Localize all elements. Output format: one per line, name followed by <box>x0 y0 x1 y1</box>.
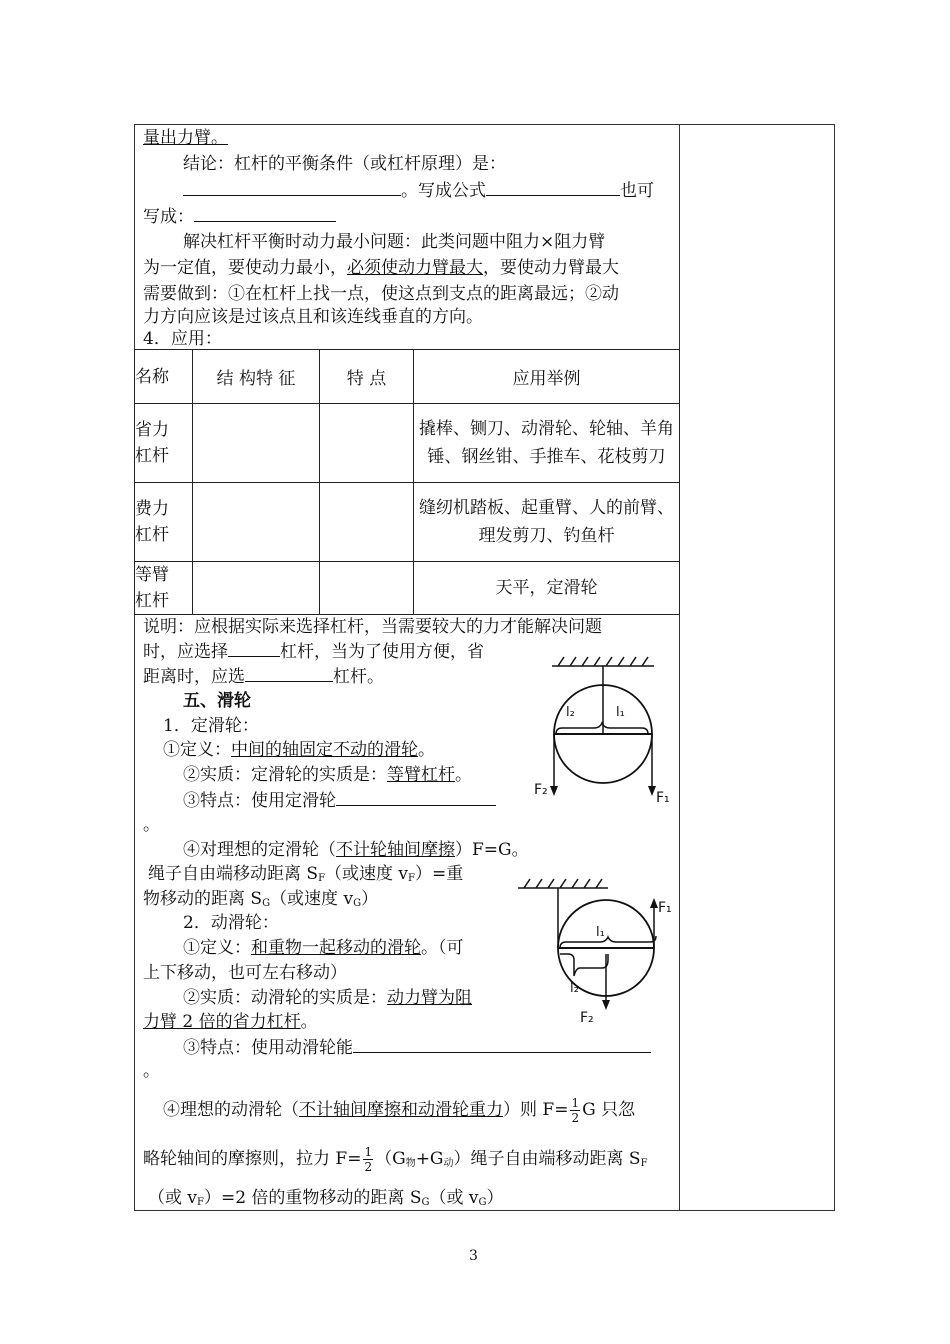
label-F1: F₁ <box>658 900 672 916</box>
section-title: 五、滑轮 <box>183 691 251 711</box>
blank-field <box>228 640 280 657</box>
table-header-cell: 特 点 <box>320 350 414 404</box>
text-line: ④对理想的定滑轮（不计轮轴间摩擦）F=G。 <box>183 840 529 860</box>
text-line: ①定义：中间的轴固定不动的滑轮。 <box>163 740 435 760</box>
label-F2: F₂ <box>534 782 548 798</box>
conclusion-line: 结论：杠杆的平衡条件（或杠杆原理）是： <box>183 154 506 174</box>
text-line: ③特点：使用定滑轮 <box>183 789 496 812</box>
text-line: 。 <box>143 1061 160 1081</box>
subsection-title: 1．定滑轮： <box>163 716 259 736</box>
label-l2: l₂ <box>570 981 579 996</box>
table-row <box>135 404 680 483</box>
text-line: ①定义：和重物一起移动的滑轮。（可 <box>183 938 464 958</box>
fraction: $\frac{1}{2}$ <box>364 1145 373 1174</box>
note-line: 说明：应根据实际来选择杠杆，当需要较大的力才能解决问题 <box>143 617 602 637</box>
text-line: 量出力臂。 <box>143 128 228 148</box>
label-l1: l₁ <box>596 925 605 940</box>
table-cell <box>320 483 414 562</box>
text-line: ③特点：使用动滑轮能 <box>183 1036 651 1059</box>
text-line: 力臂 2 倍的省力杠杆。 <box>143 1012 318 1032</box>
text-line: 上下移动，也可左右移动） <box>143 963 347 983</box>
formula-line: ④理想的动滑轮（不计轴间摩擦和动滑轮重力）则 F= $\frac{1}{2}$ G 只忽 <box>163 1096 636 1125</box>
fixed-pulley-diagram <box>530 652 680 808</box>
text-line: ②实质：动滑轮的实质是：动力臂为阻 <box>183 988 472 1008</box>
table-cell-example: 天平，定滑轮 <box>414 562 680 615</box>
table-header-cell: 名称 <box>135 350 193 404</box>
table-header-row <box>135 350 680 404</box>
table-row <box>135 483 680 562</box>
table-cell-name: 费力 杠杆 <box>135 483 193 562</box>
text-line: ②实质：定滑轮的实质是：等臂杠杆。 <box>183 765 472 785</box>
label-l2: l₂ <box>566 705 575 720</box>
page-number: 3 <box>469 1248 478 1264</box>
blank-field <box>245 665 333 682</box>
text-line: 需要做到：①在杠杆上找一点，使这点到支点的距离最远；②动 <box>143 284 619 304</box>
blank-field <box>486 179 620 196</box>
table-cell <box>193 483 320 562</box>
formula-line: 。写成公式 也可 <box>183 179 654 202</box>
table-row <box>135 562 680 615</box>
table-cell-example: 撬棒、铡刀、动滑轮、轮轴、羊角 锤、钢丝钳、手推车、花枝剪刀 <box>414 404 680 483</box>
blank-field <box>353 1036 651 1053</box>
table-cell <box>320 404 414 483</box>
table-cell-example: 缝纫机踏板、起重臂、人的前臂、 理发剪刀、钓鱼杆 <box>414 483 680 562</box>
subsection-title: 2．动滑轮： <box>183 913 279 933</box>
note-line: 时，应选择 杠杆，当为了使用方便，省 <box>143 642 484 662</box>
movable-pulley-diagram <box>504 874 680 1024</box>
table-cell-name: 等臂 杠杆 <box>135 562 193 615</box>
text-line: 为一定值，要使动力最小，必须使动力臂最大，要使动力臂最大 <box>143 258 619 278</box>
section-heading: 4．应用： <box>143 329 222 349</box>
label-F1: F₁ <box>656 790 670 806</box>
table-cell <box>193 404 320 483</box>
formula-line: （或 $v_F)=2$ 倍的重物移动的距离 $S_G$（或 $v_G$） <box>148 1188 504 1208</box>
text-line: 解决杠杆平衡时动力最小问题：此类问题中阻力×阻力臂 <box>183 232 606 252</box>
table-cell <box>320 562 414 615</box>
text-line: 力方向应该是过该点且和该连线垂直的方向。 <box>143 307 483 327</box>
blank-field <box>183 179 401 196</box>
also-line: 写成： <box>143 205 336 228</box>
table-header-cell: 应用举例 <box>414 350 680 404</box>
lever-application-table <box>134 349 680 615</box>
text-line: 绳子自由端移动距离 $S_F$（或速度 $v_F)=$重 <box>148 864 464 884</box>
table-cell <box>193 562 320 615</box>
table-cell-name: 省力 杠杆 <box>135 404 193 483</box>
label-F2: F₂ <box>580 1010 594 1024</box>
blank-field <box>336 789 496 806</box>
formula-line: 略轮轴间的摩擦则，拉力 F= $\frac{1}{2}$ $(G_物+G_动)$绳子自由端移动距离 $S_F$ <box>143 1145 648 1174</box>
text-line: 物移动的距离 $S_G$（或速度 $v_G$） <box>143 889 379 909</box>
note-line: 距离时，应选 杠杆。 <box>143 667 384 687</box>
blank-field <box>194 205 336 222</box>
table-header-cell: 结 构特 征 <box>193 350 320 404</box>
label-l1: l₁ <box>616 705 625 720</box>
text-line: 。 <box>143 815 160 835</box>
fraction: $\frac{1}{2}$ <box>571 1096 580 1125</box>
